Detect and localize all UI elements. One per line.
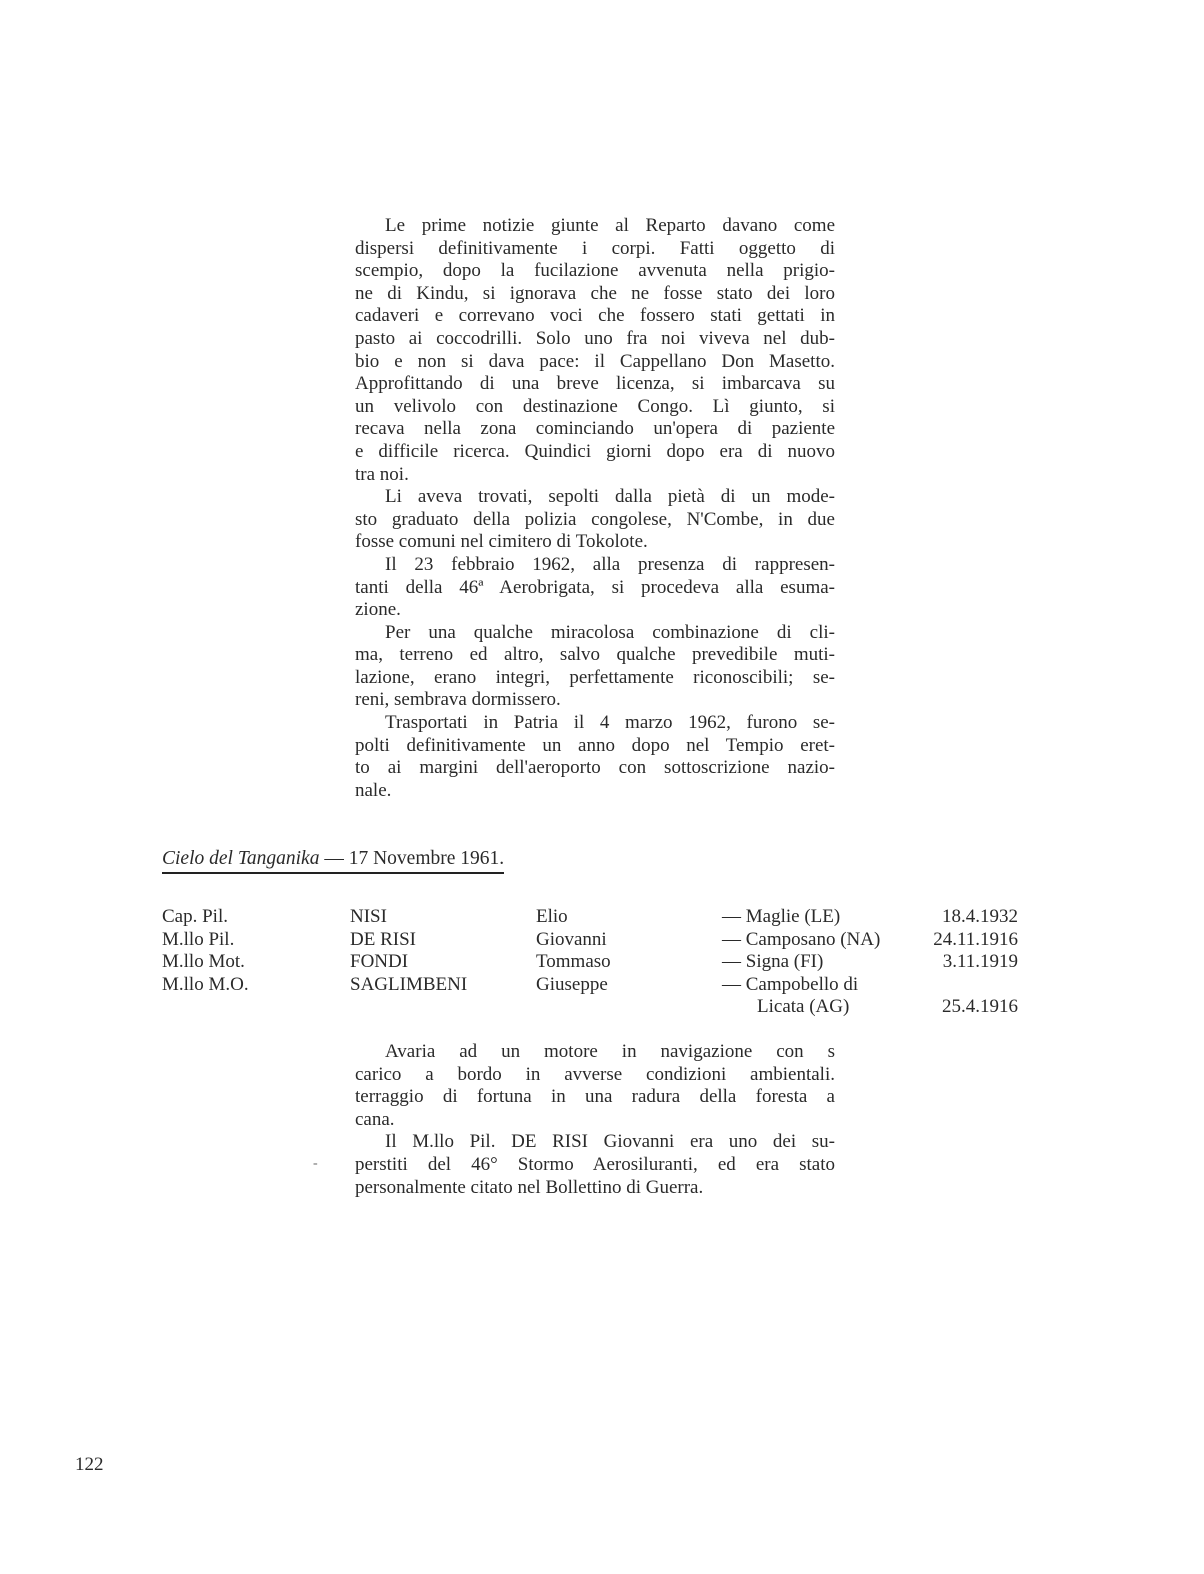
section-place: Cielo del Tanganika	[162, 848, 320, 869]
incident-paragraph	[355, 1131, 835, 1199]
incident-paragraph	[355, 1041, 835, 1131]
body-line: tanti della 46ª Aerobrigata, si procedeva alla esuma-	[355, 576, 835, 598]
incident-line: carico a bordo in avverse condizioni ambientali.	[355, 1063, 835, 1085]
incident-line: Il M.llo Pil. DE RISI Giovanni era uno dei su-	[385, 1131, 835, 1153]
body-line: pasto ai coccodrilli. Solo uno fra noi viveva nel dub-	[355, 327, 835, 349]
crew-name: Giovanni	[536, 928, 607, 950]
body-line: dispersi definitivamente i corpi. Fatti oggetto di	[355, 237, 835, 259]
crew-surname: FONDI	[350, 951, 409, 972]
crew-rank: M.llo Mot.	[162, 951, 245, 972]
section-date: — 17 Novembre 1961.	[324, 848, 505, 869]
crew-birthdate: 24.11.1916	[933, 928, 1018, 950]
body-line: recava nella zona cominciando un'opera di paziente	[355, 418, 835, 440]
body-line: nale.	[355, 779, 392, 801]
body-line: un velivolo con destinazione Congo. Lì giunto, si	[355, 395, 835, 417]
body-text	[355, 215, 835, 802]
body-paragraph	[355, 622, 835, 712]
crew-rank: Cap. Pil.	[162, 906, 228, 927]
crew-birthplace-cont: Licata (AG)	[757, 996, 850, 1017]
body-line: Il 23 febbraio 1962, alla presenza di rappresen-	[385, 553, 835, 575]
crew-birthplace: — Maglie (LE)	[722, 906, 841, 927]
body-line: bio e non si dava pace: il Cappellano Don Masetto.	[355, 350, 835, 372]
body-line: fosse comuni nel cimitero di Tokolote.	[355, 531, 648, 553]
body-line: sto graduato della polizia congolese, N'Combe, in due	[355, 508, 835, 530]
crew-surname: DE RISI	[350, 928, 416, 950]
crew-name: Tommaso	[536, 951, 611, 972]
crew-birthdate: 25.4.1916	[942, 996, 1018, 1017]
body-line: polti definitivamente un anno dopo nel Tempio eret-	[355, 734, 835, 756]
crew-birthplace: — Campobello di	[722, 973, 859, 995]
body-paragraph	[355, 486, 835, 554]
crew-birthdate: 18.4.1932	[942, 906, 1018, 927]
body-paragraph	[355, 554, 835, 622]
crew-name: Giuseppe	[536, 973, 608, 995]
body-line: Per una qualche miracolosa combinazione di cli-	[385, 621, 835, 643]
body-line: ma, terreno ed altro, salvo qualche prevedibile muti-	[355, 644, 835, 666]
body-paragraph	[355, 215, 835, 486]
body-line: e difficile ricerca. Quindici giorni dopo era di nuovo	[355, 440, 835, 462]
incident-line: cana.	[355, 1108, 395, 1130]
crew-surname: SAGLIMBENI	[350, 973, 468, 995]
body-line: Approfittando di una breve licenza, si imbarcava su	[355, 373, 835, 395]
body-line: reni, sembrava dormissero.	[355, 689, 561, 711]
body-line: zione.	[355, 599, 401, 621]
body-line: ne di Kindu, si ignorava che ne fosse stato dei loro	[355, 282, 835, 304]
body-line: tra noi.	[355, 463, 409, 485]
crew-rank: M.llo Pil.	[162, 928, 235, 950]
crew-birthplace: — Camposano (NA)	[722, 928, 881, 950]
incident-line: Avaria ad un motore in navigazione con s	[385, 1041, 835, 1062]
crew-birthplace: — Signa (FI)	[722, 951, 824, 972]
stray-mark: -	[313, 1156, 318, 1171]
body-line: cadaveri e correvano voci che fossero stati gettati in	[355, 305, 835, 327]
section-heading	[162, 848, 504, 874]
page-number: 122	[75, 1454, 104, 1475]
body-line: scempio, dopo la fucilazione avvenuta nella prigio-	[355, 260, 835, 282]
incident-line: perstiti del 46° Stormo Aerosiluranti, ed era stato	[355, 1153, 835, 1175]
crew-surname: NISI	[350, 906, 387, 927]
body-line: to ai margini dell'aeroporto con sottoscrizione nazio-	[355, 757, 835, 779]
incident-line: terraggio di fortuna in una radura della foresta a	[355, 1086, 835, 1108]
incident-text	[355, 1041, 835, 1199]
body-line: Trasportati in Patria il 4 marzo 1962, furono se-	[385, 712, 835, 734]
crew-rank: M.llo M.O.	[162, 973, 249, 995]
crew-birthdate: 3.11.1919	[942, 951, 1018, 972]
crew-name: Elio	[536, 906, 568, 927]
body-line: lazione, erano integri, perfettamente riconoscibili; se-	[355, 666, 835, 688]
incident-line: personalmente citato nel Bollettino di Guerra.	[355, 1176, 704, 1198]
body-line: Li aveva trovati, sepolti dalla pietà di un mode-	[385, 486, 835, 508]
body-line: Le prime notizie giunte al Reparto davano come	[385, 215, 835, 236]
body-paragraph	[355, 712, 835, 802]
